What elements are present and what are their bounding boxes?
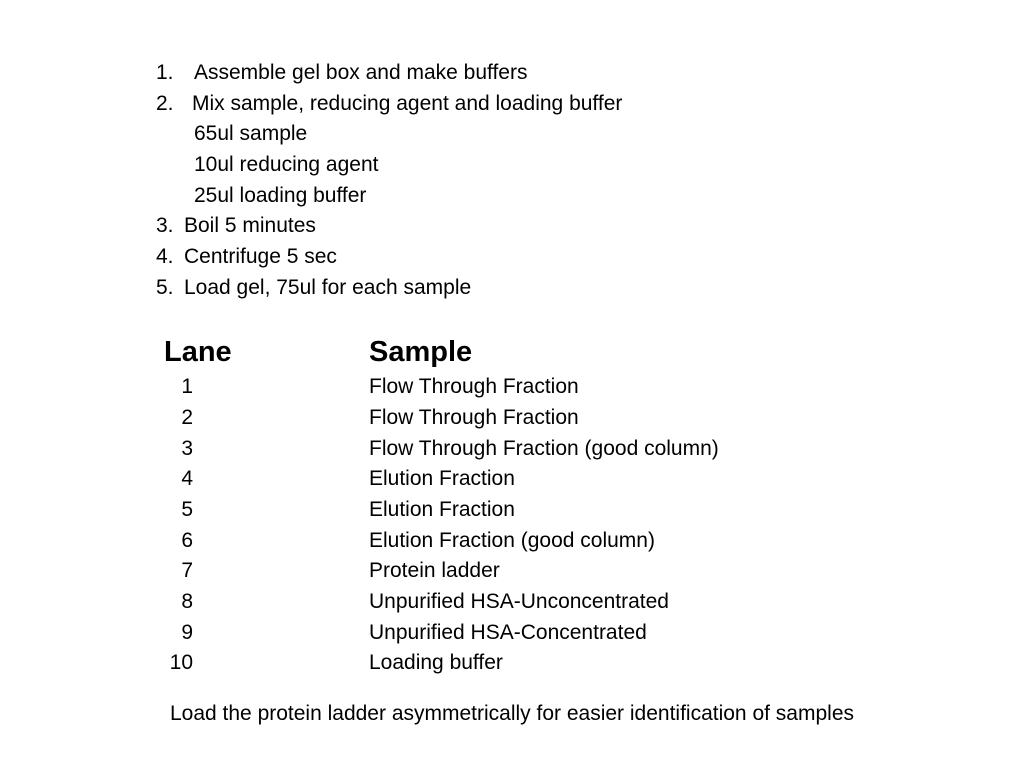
sample-name: Flow Through Fraction [369,406,579,429]
step-text: Centrifuge 5 sec [184,245,337,268]
step-text: Boil 5 minutes [184,214,316,237]
sample-name: Elution Fraction [369,498,515,521]
lane-number: 6 [181,529,193,552]
step-number: 5. [156,276,174,299]
sample-name: Unpurified HSA-Unconcentrated [369,590,669,613]
step-number: 4. [156,245,174,268]
lane-number: 9 [181,621,193,644]
lane-number: 1 [181,375,193,398]
lane-header: Lane [164,336,232,368]
sample-name: Flow Through Fraction [369,375,579,398]
step-2-sub-reducing-agent [194,153,378,177]
sample-name: Flow Through Fraction (good column) [369,437,719,460]
lane-number: 10 [169,651,193,674]
lane-number: 7 [181,559,193,582]
lane-number: 8 [181,590,193,613]
step-3 [156,214,316,238]
step-2 [156,92,622,116]
sample-name: Elution Fraction (good column) [369,529,655,552]
sample-name: Elution Fraction [369,467,515,490]
step-4 [156,245,337,269]
step-number: 1. [156,61,174,84]
lane-number: 4 [181,467,193,490]
step-text: Load gel, 75ul for each sample [184,276,472,299]
step-text: 10ul reducing agent [194,153,379,176]
step-2-sub-sample [194,122,307,146]
step-2-sub-loading-buffer [194,184,366,208]
sample-header: Sample [369,336,473,368]
sample-name: Protein ladder [369,559,500,582]
sample-name: Unpurified HSA-Concentrated [369,621,647,644]
step-text: 25ul loading buffer [194,184,367,207]
step-text: 65ul sample [194,122,308,145]
step-5 [156,276,471,300]
sample-name: Loading buffer [369,651,503,674]
step-text: Assemble gel box and make buffers [194,61,528,84]
step-1 [156,61,527,85]
lane-number: 5 [181,498,193,521]
footer-note: Load the protein ladder asymmetrically for easier identification of samples [169,702,854,725]
step-number: 3. [156,214,174,237]
step-text: Mix sample, reducing agent and loading buffer [192,92,623,115]
lane-number: 2 [181,406,193,429]
lane-number: 3 [181,437,193,460]
step-number: 2. [156,92,174,115]
